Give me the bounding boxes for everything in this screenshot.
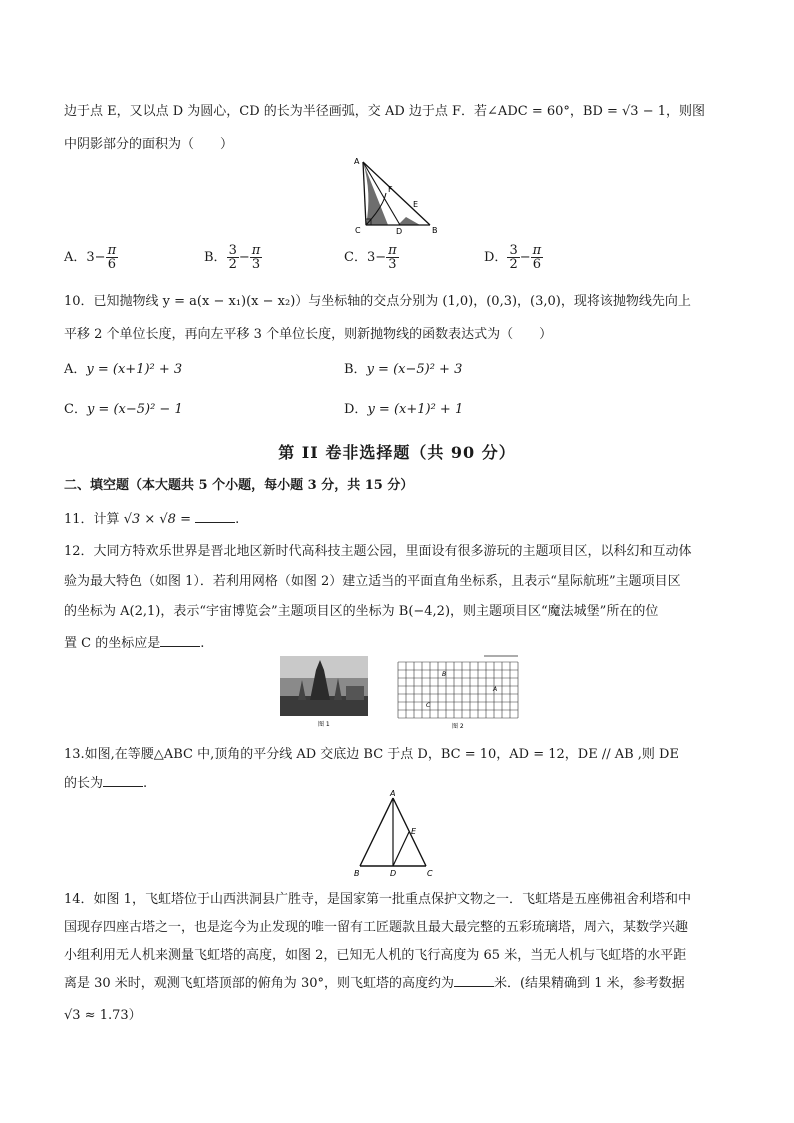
q12-text-line2: 验为最大特色（如图 1）．若利用网格（如图 2）建立适当的平面直角坐标系，且表示“星际航班”主题项目区 (64, 574, 681, 589)
label-b: B (432, 226, 438, 235)
label-e: E (411, 827, 417, 836)
q14-text-line4: 离是 30 米时，观测飞虹塔顶部的俯角为 30°，则飞虹塔的高度约为 米．(结果精确到 1 米，参考数据 (64, 976, 685, 991)
q13-text-line1: 13.如图,在等腰△ABC 中,顶角的平分线 AD 交底边 BC 于点 D，BC = 10，AD = 12，DE // AB ,则 DE (64, 747, 679, 762)
q11-text: 11．计算 √3 × √8 = . (64, 512, 240, 527)
q10-text-line1: 10．已知抛物线 y = a(x − x₁)(x − x₂)）与坐标轴的交点分别为 (1,0)，(0,3)，(3,0)，现将该抛物线先向上 (64, 294, 691, 309)
q10-option-b: B．y = (x−5)² + 3 (344, 362, 463, 377)
q10-option-a: A．y = (x+1)² + 3 (64, 362, 183, 377)
q13-triangle-figure (348, 790, 438, 878)
segment-de (393, 832, 409, 866)
q9-text-line1: 边于点 E，又以点 D 为圆心，CD 的长为半径画弧，交 AD 边于点 F．若∠ADC = 60°，BD = √3 − 1，则图 (64, 104, 706, 119)
label-f: F (388, 185, 393, 194)
q12-park-photo (280, 656, 368, 730)
q14-text-line1: 14．如图 1，飞虹塔位于山西洪洞县广胜寺，是国家第一批重点保护文物之一．飞虹塔是五座佛祖舍利塔和中 (64, 892, 691, 907)
q12-text-line1: 12．大同方特欢乐世界是晋北地区新时代高科技主题公园，里面设有很多游玩的主题项目区，以科幻和互动体 (64, 544, 692, 559)
section-title: 第 II 卷非选择题（共 90 分） (278, 443, 516, 462)
q12-text-line4: 置 C 的坐标应是 . (64, 636, 205, 651)
fig2-caption: 图 2 (452, 723, 464, 730)
grid-lines (398, 662, 518, 718)
label-d: D (396, 227, 403, 235)
fig1-caption: 图 1 (318, 721, 330, 728)
q12-answer-blank[interactable] (160, 636, 200, 647)
q9-option-a: A．3− $\frac{\pi}{6}$ (64, 243, 117, 272)
q14-text-line2: 国现存四座古塔之一，也是迄今为止发现的唯一留有工匠题款且最大最完整的五彩琉璃塔，周六，某数学兴趣 (64, 920, 689, 935)
q10-text-line2: 平移 2 个单位长度，再向左平移 3 个单位长度，则新抛物线的函数表达式为（ ） (64, 327, 553, 342)
q10-option-d: D．y = (x+1)² + 1 (344, 402, 464, 417)
q9-text-line2: 中阴影部分的面积为（ ） (64, 137, 234, 152)
q11-answer-blank[interactable] (195, 512, 235, 523)
q12-text-line3: 的坐标为 A(2,1)，表示“宇宙博览会”主题项目区的坐标为 B(−4,2)，则主题项目区“魔法城堡”所在的位 (64, 604, 659, 619)
q12-grid-figure (396, 654, 522, 730)
q14-text-line3: 小组利用无人机来测量飞虹塔的高度，如图 2，已知无人机的飞行高度为 65 米，当无人机与飞虹塔的水平距 (64, 948, 687, 963)
q9-triangle-figure (350, 155, 440, 235)
q13-answer-blank[interactable] (103, 776, 143, 787)
q14-text-line5: √3 ≈ 1.73） (64, 1008, 142, 1023)
grid-label-c: C (426, 702, 431, 709)
label-e: E (413, 200, 419, 209)
q9-option-b: B． $\frac{3}{2}$ − $\frac{\pi}{3}$ (204, 243, 261, 272)
q9-option-c: C．3− $\frac{\pi}{3}$ (344, 243, 397, 272)
label-c: C (355, 226, 361, 235)
label-b: B (354, 869, 360, 878)
q9-option-d: D． $\frac{3}{2}$ − $\frac{\pi}{6}$ (484, 243, 542, 272)
q13-text-line2: 的长为 . (64, 776, 148, 791)
grid-label-b: B (442, 671, 447, 678)
label-c: C (427, 869, 433, 878)
label-d: D (390, 869, 397, 878)
q10-option-c: C．y = (x−5)² − 1 (64, 402, 183, 417)
label-a: A (390, 790, 396, 798)
label-a: A (354, 157, 360, 166)
q14-answer-blank[interactable] (454, 976, 494, 987)
section-subtitle: 二、填空题（本大题共 5 个小题，每小题 3 分，共 15 分） (64, 478, 414, 493)
grid-label-a: A (493, 686, 498, 693)
side-ab (360, 798, 393, 866)
shaded-region-right (398, 217, 420, 225)
building (346, 686, 364, 700)
